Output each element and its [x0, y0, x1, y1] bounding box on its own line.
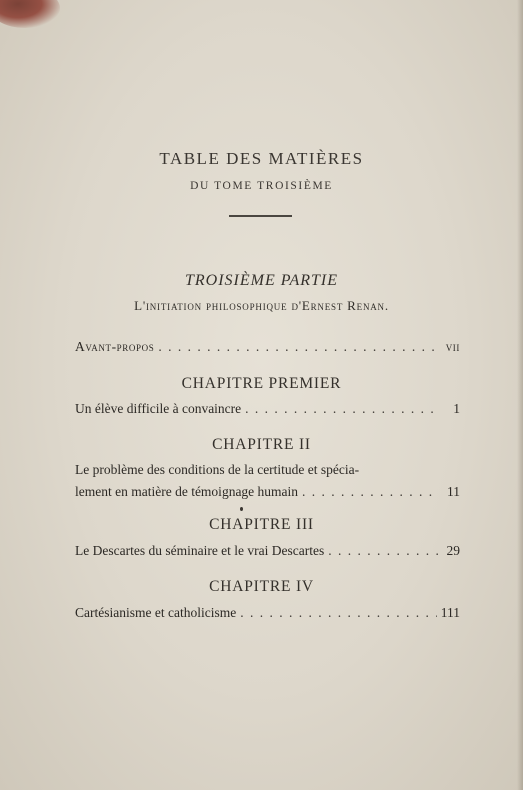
- dot-leader: [302, 483, 438, 501]
- entry-label: Cartésianisme et catholicisme: [75, 605, 237, 620]
- entry-label-line-1: Le problème des conditions de la certitude et spécia-: [75, 462, 360, 477]
- entry-label: Un élève difficile à convaincre: [75, 401, 242, 416]
- toc-entry-chapter-1: [75, 400, 460, 418]
- corner-shadow: [0, 0, 60, 28]
- entry-label: Avant-propos: [75, 339, 155, 354]
- toc-entry-avant-propos: [75, 338, 460, 356]
- chapter-heading-1: CHAPITRE PREMIER: [181, 375, 342, 392]
- part-subtitle: L'initiation philosophique d'Ernest Renan.: [134, 298, 389, 313]
- dot-leader: [158, 338, 438, 356]
- part-title: TROISIÈME PARTIE: [184, 272, 338, 289]
- dot-leader: [328, 542, 438, 560]
- page-edge-shadow: [517, 0, 523, 790]
- ink-speck: [240, 507, 243, 511]
- divider-rule: [229, 215, 292, 217]
- entry-page-number: 29: [446, 543, 460, 558]
- dot-leader: [240, 604, 437, 622]
- toc-entry-chapter-3: [75, 542, 460, 560]
- toc-title: TABLE DES MATIÈRES: [159, 149, 364, 168]
- entry-page-number: 1: [453, 401, 460, 416]
- toc-entry-chapter-2: [75, 461, 460, 501]
- entry-label-line-2: lement en matière de témoignage humain: [75, 484, 299, 499]
- chapter-heading-2: CHAPITRE II: [212, 436, 311, 453]
- entry-page-number: 11: [447, 484, 460, 499]
- dot-leader: [245, 400, 438, 418]
- chapter-heading-3: CHAPITRE III: [209, 516, 314, 533]
- entry-label: Le Descartes du séminaire et le vrai Descartes: [75, 543, 325, 558]
- chapter-heading-4: CHAPITRE IV: [209, 578, 314, 595]
- toc-entry-chapter-4: [75, 604, 460, 622]
- entry-page-number: 111: [440, 605, 460, 620]
- entry-page-number: vii: [445, 339, 460, 354]
- toc-subtitle: DU TOME TROISIÈME: [190, 180, 333, 192]
